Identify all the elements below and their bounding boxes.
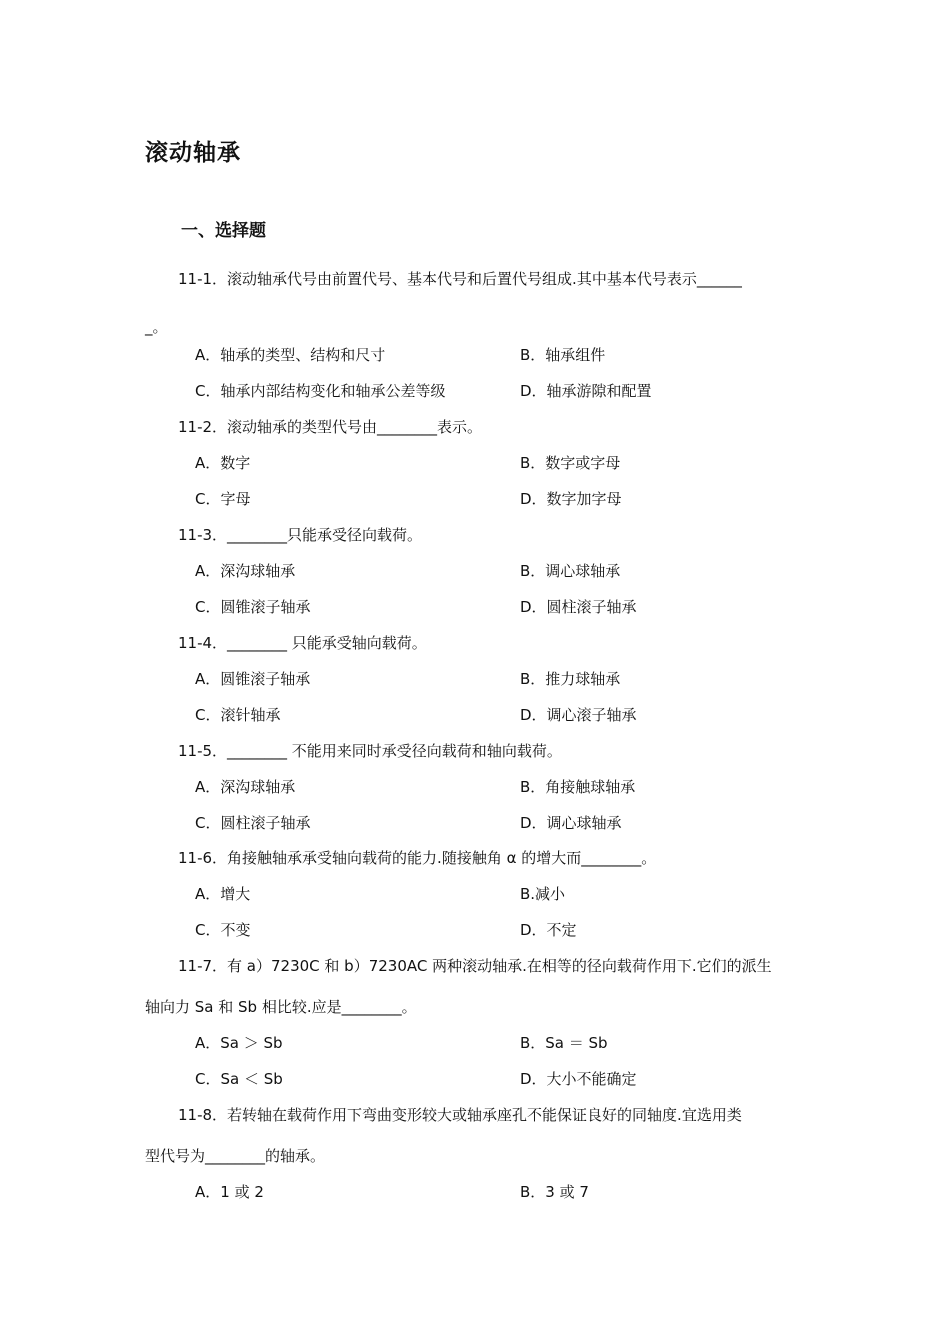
question-stem: 11-5．________ 不能用来同时承受径向载荷和轴向载荷。: [178, 742, 562, 760]
option-d: D．轴承游隙和配置: [520, 382, 652, 400]
option-c: C．不变: [195, 921, 251, 939]
question-stem-continuation: 型代号为________的轴承。: [145, 1147, 326, 1165]
question-stem-continuation: 轴向力 Sa 和 Sb 相比较.应是________。: [145, 998, 417, 1016]
option-b: B．角接触球轴承: [520, 778, 636, 796]
option-a: A．深沟球轴承: [195, 778, 296, 796]
option-b: B.减小: [520, 885, 566, 903]
option-c: C．字母: [195, 490, 251, 508]
page-title: 滚动轴承: [145, 140, 241, 166]
option-a: A．数字: [195, 454, 251, 472]
option-b: B．轴承组件: [520, 346, 606, 364]
option-a: A．增大: [195, 885, 251, 903]
option-c: C．Sa ＜ Sb: [195, 1070, 283, 1088]
option-d: D．大小不能确定: [520, 1070, 637, 1088]
question-stem: 11-1．滚动轴承代号由前置代号、基本代号和后置代号组成.其中基本代号表示______: [178, 270, 742, 288]
option-a: A．圆锥滚子轴承: [195, 670, 311, 688]
option-b: B．Sa ＝ Sb: [520, 1034, 608, 1052]
question-stem: 11-6．角接触轴承承受轴向载荷的能力.随接触角 α 的增大而________。: [178, 849, 657, 867]
option-b: B．3 或 7: [520, 1183, 589, 1201]
option-d: D．调心滚子轴承: [520, 706, 637, 724]
question-stem: 11-7．有 a）7230C 和 b）7230AC 两种滚动轴承.在相等的径向载荷作用下.它们的派生: [178, 957, 772, 975]
option-b: B．调心球轴承: [520, 562, 621, 580]
option-d: D．数字加字母: [520, 490, 622, 508]
section-heading: 一、选择题: [181, 221, 266, 241]
option-a: A．Sa ＞ Sb: [195, 1034, 283, 1052]
option-c: C．圆锥滚子轴承: [195, 598, 311, 616]
option-c: C．圆柱滚子轴承: [195, 814, 311, 832]
question-stem: 11-4．________ 只能承受轴向载荷。: [178, 634, 427, 652]
option-d: D．不定: [520, 921, 577, 939]
option-d: D．圆柱滚子轴承: [520, 598, 637, 616]
question-stem: 11-8．若转轴在载荷作用下弯曲变形较大或轴承座孔不能保证良好的同轴度.宜选用类: [178, 1106, 742, 1124]
option-a: A．轴承的类型、结构和尺寸: [195, 346, 386, 364]
option-b: B．推力球轴承: [520, 670, 621, 688]
option-b: B．数字或字母: [520, 454, 621, 472]
option-c: C．滚针轴承: [195, 706, 281, 724]
question-stem-continuation: _。: [145, 318, 168, 336]
question-stem: 11-2．滚动轴承的类型代号由________表示。: [178, 418, 483, 436]
option-a: A．1 或 2: [195, 1183, 264, 1201]
option-d: D．调心球轴承: [520, 814, 622, 832]
option-c: C．轴承内部结构变化和轴承公差等级: [195, 382, 446, 400]
question-stem: 11-3．________只能承受径向载荷。: [178, 526, 423, 544]
option-a: A．深沟球轴承: [195, 562, 296, 580]
